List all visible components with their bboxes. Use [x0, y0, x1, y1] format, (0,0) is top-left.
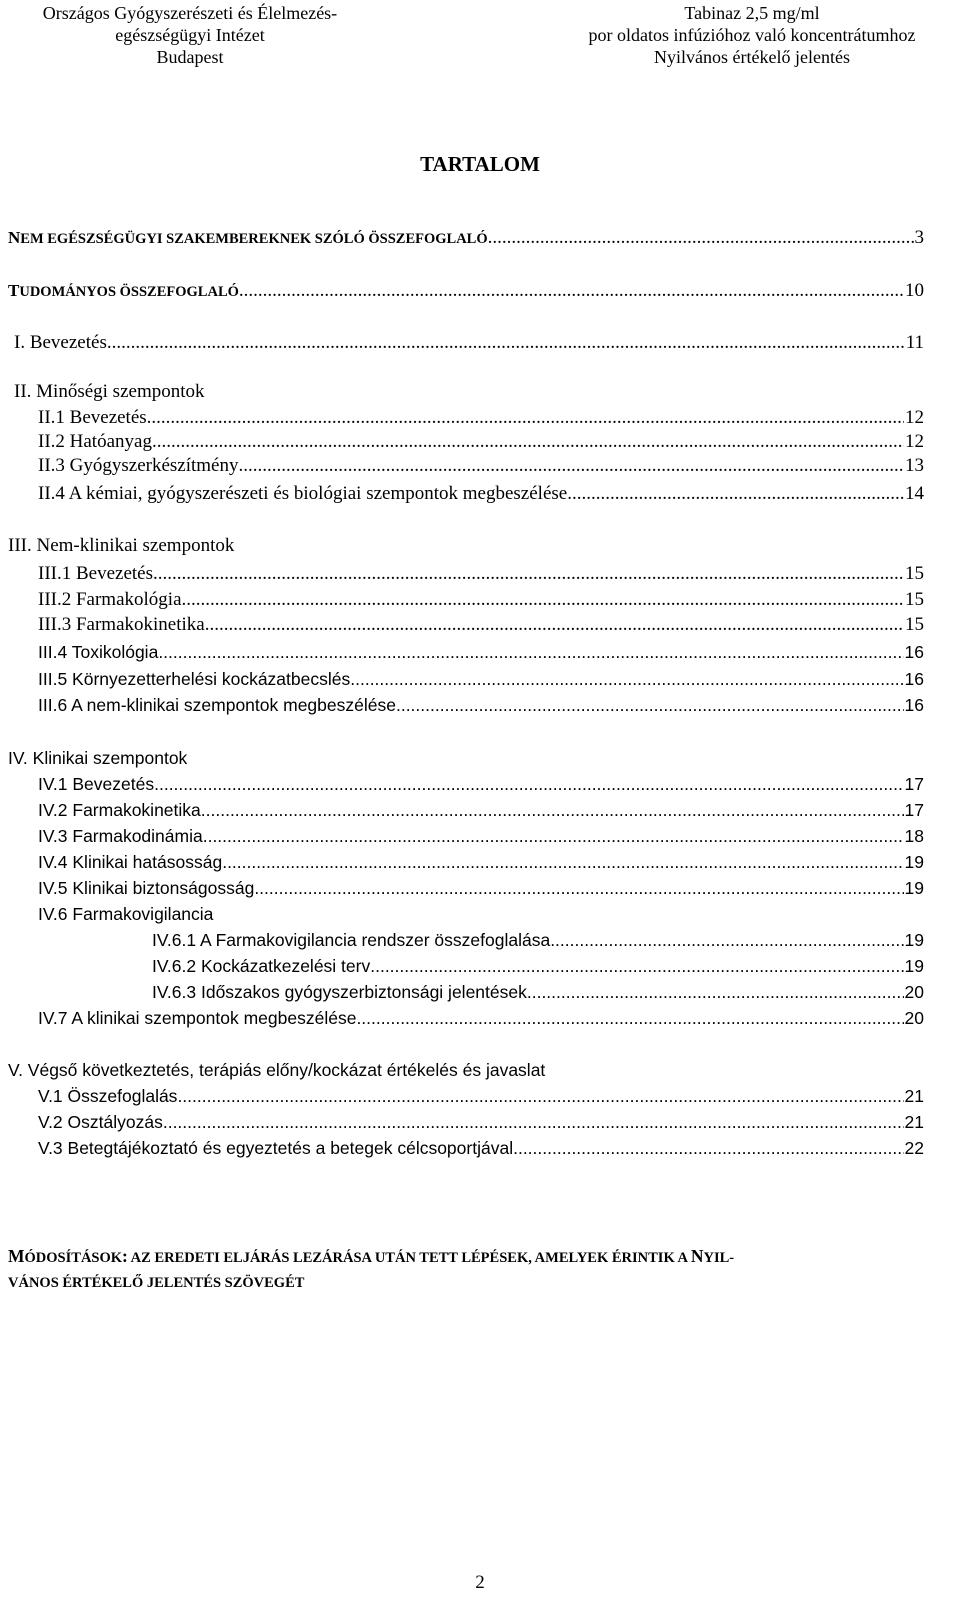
- toc-page-number: 18: [904, 826, 924, 846]
- toc-leader-dots: [370, 954, 903, 978]
- toc-entry-4-2[interactable]: [38, 798, 924, 822]
- toc-entry-summary-scientific[interactable]: [8, 279, 924, 303]
- toc-leader-dots: [205, 613, 904, 637]
- mod-colon: :: [122, 1246, 128, 1266]
- header-right-line-3: Nyilvános értékelő jelentés: [654, 47, 850, 67]
- toc-entry-3-4[interactable]: [38, 640, 924, 664]
- toc-page-number: 10: [905, 280, 924, 301]
- toc-entry-2-2[interactable]: [38, 430, 924, 454]
- toc-leader-dots: [239, 454, 905, 478]
- toc-entry-2-3[interactable]: [38, 454, 924, 478]
- toc-entry-3-2[interactable]: [38, 588, 924, 612]
- toc-entry-4-1[interactable]: [38, 772, 924, 796]
- toc-entry-5-2[interactable]: [38, 1110, 924, 1134]
- toc-entry-5-1[interactable]: [38, 1084, 924, 1108]
- modifications-line-1: [8, 1244, 928, 1271]
- mod-text: ÓDOSÍTÁSOK: [24, 1250, 123, 1266]
- toc-entry-suffix: ...: [238, 280, 254, 301]
- toc-leader-dots: [254, 876, 903, 900]
- toc-entry-4-6-3[interactable]: [152, 980, 924, 1004]
- toc-page-number: 15: [905, 563, 924, 584]
- header-left-line-2: egészségügyi Intézet: [115, 25, 265, 45]
- toc-page-number: 17: [904, 800, 924, 820]
- toc-heading-4-6[interactable]: IV.6 Farmakovigilancia: [38, 904, 214, 924]
- toc-leader-dots: [567, 482, 904, 506]
- toc-leader-dots: [396, 693, 904, 717]
- toc-entry-label: II.2 Hatóanyag: [38, 431, 152, 452]
- toc-leader-dots: [154, 772, 903, 796]
- toc-entry-label: III.4 Toxikológia: [38, 642, 159, 662]
- toc-page-number: 19: [904, 878, 924, 898]
- toc-entry-label: III.6 A nem-klinikai szempontok megbeszélése: [38, 695, 396, 715]
- page-number: 2: [475, 1572, 485, 1593]
- toc-page-number: 13: [905, 455, 924, 476]
- toc-leader-dots: [182, 588, 904, 612]
- header-left-line-3: Budapest: [156, 47, 224, 67]
- toc-entry-1[interactable]: [14, 331, 924, 355]
- toc-entry-label: V.2 Osztályozás: [38, 1112, 163, 1132]
- toc-page-number: 3: [914, 227, 924, 248]
- modifications-line-2: VÁNOS ÉRTÉKELŐ JELENTÉS SZÖVEGÉT: [8, 1275, 305, 1291]
- toc-entry-label: UDOMÁNYOS ÖSSZEFOGLALÓ: [19, 284, 239, 300]
- modifications-heading[interactable]: [8, 1244, 928, 1296]
- toc-page-number: 16: [904, 695, 924, 715]
- toc-leader-dots: [107, 331, 905, 355]
- toc-leader-dots: [201, 798, 904, 822]
- toc-page-number: 15: [905, 589, 924, 610]
- toc-leader-dots: [550, 928, 903, 952]
- toc-page-number: 21: [904, 1112, 924, 1132]
- toc-leader-dots: [177, 1084, 903, 1108]
- toc-page-number: 16: [904, 642, 924, 662]
- toc-entry-label: IV.6.3 Időszakos gyógyszerbiztonsági jelentések: [152, 982, 527, 1002]
- toc-leader-dots: [253, 279, 904, 303]
- header-left: [0, 2, 380, 68]
- toc-entry-4-3[interactable]: [38, 824, 924, 848]
- toc-entry-label: IV.3 Farmakodinámia: [38, 826, 203, 846]
- toc-entry-label: III.2 Farmakológia: [38, 589, 182, 610]
- toc-page-number: 14: [905, 483, 924, 504]
- toc-entry-label: I. Bevezetés: [14, 332, 107, 353]
- toc-heading-3[interactable]: III. Nem-klinikai szempontok: [8, 535, 235, 556]
- toc-page-number: 11: [905, 332, 924, 353]
- mod-text: AZ EREDETI ELJÁRÁS LEZÁRÁSA UTÁN TETT LÉPÉSEK, AMELYEK ÉRINTIK A: [127, 1250, 691, 1266]
- toc-entry-label: IV.2 Farmakokinetika: [38, 800, 201, 820]
- toc-page-number: 12: [905, 431, 924, 452]
- toc-entry-label: IV.6.2 Kockázatkezelési terv: [152, 956, 371, 976]
- toc-entry-label: II.4 A kémiai, gyógyszerészeti és biológiai szempontok megbeszélése: [38, 483, 568, 504]
- toc-entry-2-4[interactable]: [38, 482, 924, 506]
- toc-page-number: 20: [904, 982, 924, 1002]
- mod-initial: N: [690, 1246, 704, 1266]
- header-right-line-1: Tabinaz 2,5 mg/ml: [684, 3, 820, 23]
- toc-entry-label: II.1 Bevezetés: [38, 407, 147, 428]
- page-title: TARTALOM: [420, 152, 540, 176]
- toc-heading-5[interactable]: V. Végső következtetés, terápiás előny/kockázat értékelés és javaslat: [8, 1060, 546, 1080]
- toc-entry-label: II.3 Gyógyszerkészítmény: [38, 455, 239, 476]
- toc-leader-dots: [153, 562, 904, 586]
- toc-leader-dots: [222, 850, 903, 874]
- toc-page-number: 17: [904, 774, 924, 794]
- toc-entry-label: III.1 Bevezetés: [38, 563, 153, 584]
- toc-entry-label: IV.7 A klinikai szempontok megbeszélése: [38, 1008, 357, 1028]
- toc-heading-4[interactable]: IV. Klinikai szempontok: [8, 748, 188, 768]
- toc-leader-dots: [163, 1110, 904, 1134]
- toc-entry-summary-lay[interactable]: [8, 226, 924, 250]
- toc-leader-dots: [147, 406, 904, 430]
- toc-entry-label: V.3 Betegtájékoztató és egyeztetés a betegek célcsoportjával: [38, 1138, 514, 1158]
- toc-entry-label: III.3 Farmakokinetika: [38, 614, 205, 635]
- toc-page-number: 15: [905, 614, 924, 635]
- toc-leader-dots: [158, 640, 903, 664]
- toc-entry-label: III.5 Környezetterhelési kockázatbecslés: [38, 669, 351, 689]
- mod-initial: M: [8, 1246, 25, 1266]
- toc-entry-3-6[interactable]: [38, 693, 924, 717]
- toc-leader-dots: [152, 430, 904, 454]
- toc-entry-label: V.1 Összefoglalás: [38, 1086, 178, 1106]
- toc-entry-label: IV.4 Klinikai hatásosság: [38, 852, 223, 872]
- toc-leader-dots: [356, 1006, 903, 1030]
- toc-entry-3-3[interactable]: [38, 613, 924, 637]
- toc-entry-4-6-1[interactable]: [152, 928, 924, 952]
- toc-leader-dots: [527, 980, 904, 1004]
- header-right: [552, 2, 952, 68]
- toc-leader-dots: [203, 824, 904, 848]
- toc-entry-3-5[interactable]: [38, 667, 924, 691]
- toc-page-number: 12: [905, 407, 924, 428]
- toc-page-number: 16: [904, 669, 924, 689]
- toc-page-number: 19: [904, 852, 924, 872]
- toc-leader-dots: [350, 667, 903, 691]
- toc-entry-2-1[interactable]: [38, 406, 924, 430]
- toc-entry-initial: N: [8, 228, 21, 247]
- toc-entry-4-5[interactable]: [38, 876, 924, 900]
- toc-entry-4-7[interactable]: [38, 1006, 924, 1030]
- toc-entry-3-1[interactable]: [38, 562, 924, 586]
- toc-leader-dots: [513, 1136, 903, 1160]
- toc-page-number: 22: [904, 1138, 924, 1158]
- toc-entry-label: IV.6.1 A Farmakovigilancia rendszer összefoglalása: [152, 930, 551, 950]
- toc-page-number: 19: [904, 956, 924, 976]
- toc-leader-dots: [488, 226, 914, 250]
- toc-page-number: 20: [904, 1008, 924, 1028]
- toc-entry-label: IV.5 Klinikai biztonságosság: [38, 878, 255, 898]
- toc-entry-5-3[interactable]: [38, 1136, 924, 1160]
- mod-text: YIL-: [703, 1250, 735, 1266]
- toc-entry-label: IV.1 Bevezetés: [38, 774, 155, 794]
- toc-heading-2[interactable]: II. Minőségi szempontok: [14, 381, 205, 402]
- toc-page-number: 21: [904, 1086, 924, 1106]
- toc-entry-label: EM EGÉSZSÉGÜGYI SZAKEMBEREKNEK SZÓLÓ ÖSSZEFOGLALÓ: [20, 231, 488, 247]
- toc-entry-4-6-2[interactable]: [152, 954, 924, 978]
- toc-entry-initial: T: [8, 281, 20, 300]
- toc-page-number: 19: [904, 930, 924, 950]
- header-left-line-1: Országos Gyógyszerészeti és Élelmezés-: [42, 3, 338, 23]
- header-right-line-2: por oldatos infúzióhoz való koncentrátumhoz: [588, 25, 916, 45]
- toc-entry-4-4[interactable]: [38, 850, 924, 874]
